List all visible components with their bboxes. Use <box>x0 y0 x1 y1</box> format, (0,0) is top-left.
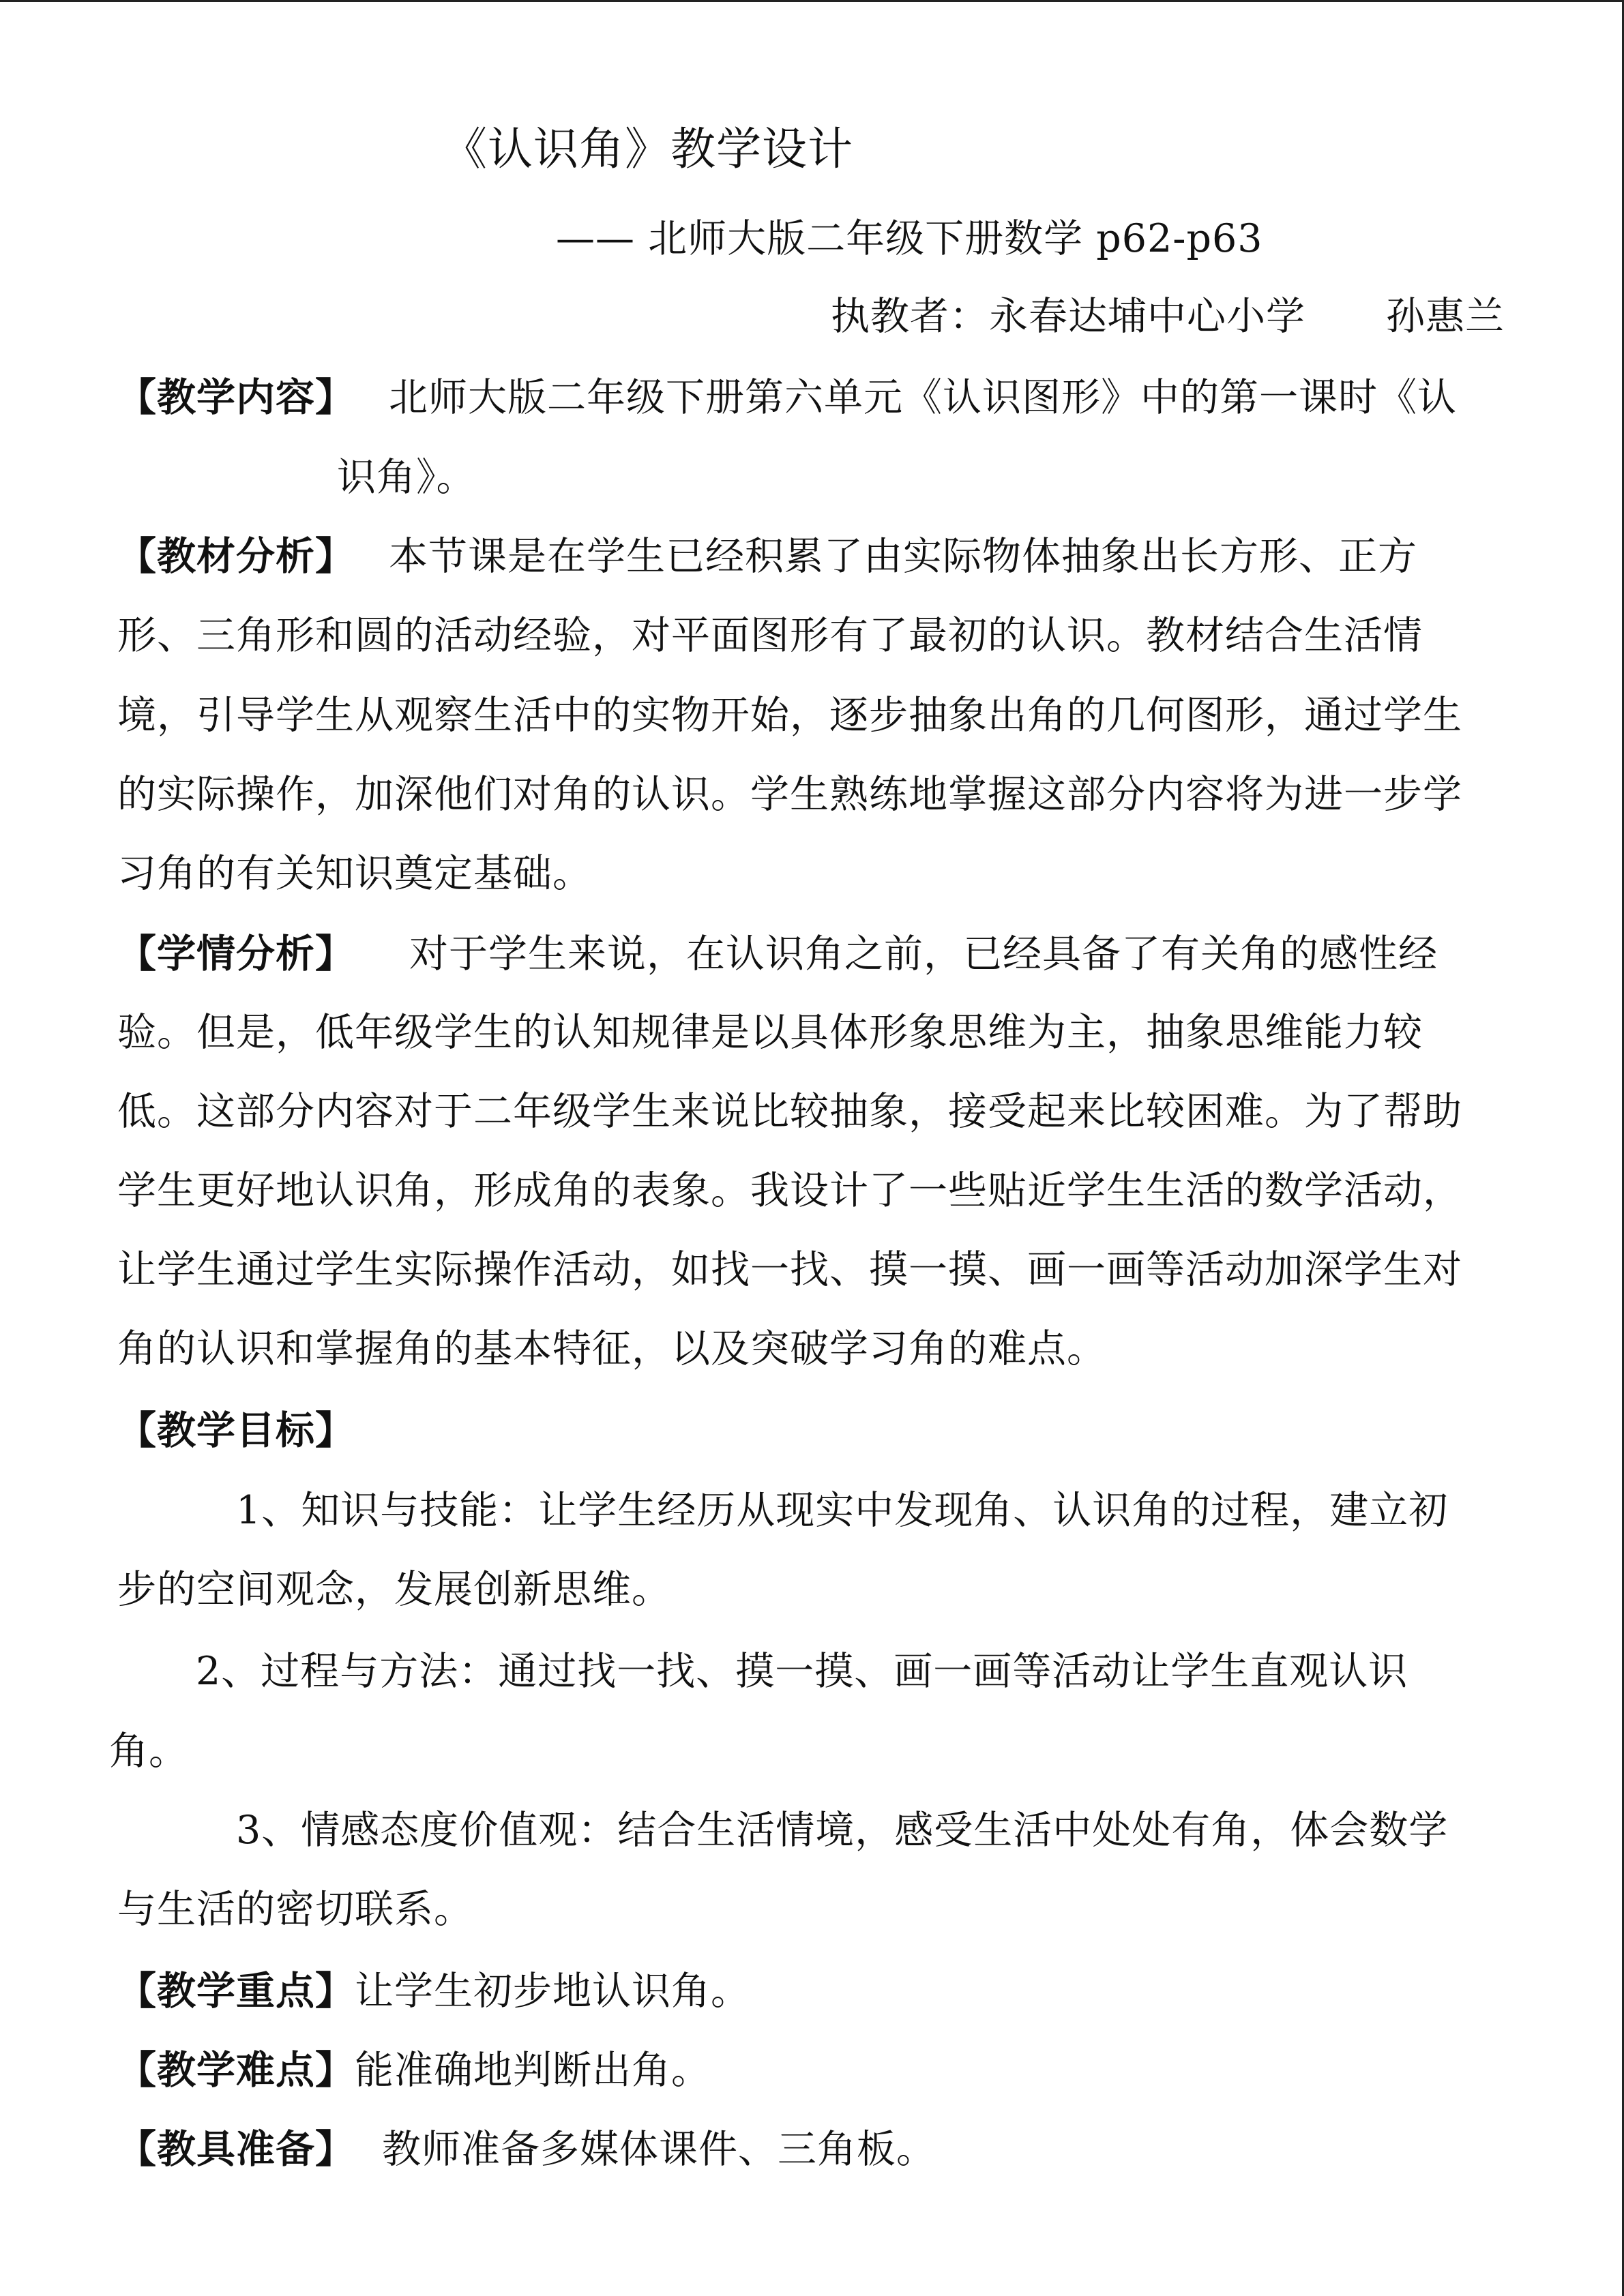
key-point-paragraph <box>117 1969 750 2014</box>
materials-text: 教师准备多媒体课件、三角板。 <box>382 2127 936 2172</box>
content-text-cont: 识角》。 <box>337 455 476 500</box>
text-line: 低。这部分内容对于二年级学生来说比较抽象，接受起来比较困难。为了帮助 <box>117 1089 1462 1134</box>
student-analysis-paragraph <box>117 931 1438 976</box>
difficulty-paragraph <box>117 2048 711 2093</box>
textbook-analysis-paragraph <box>117 534 1417 579</box>
section-label-student-analysis: 【学情分析】 <box>117 931 355 976</box>
content-paragraph <box>117 375 1457 420</box>
objective-3-cont: 与生活的密切联系。 <box>117 1887 473 1932</box>
objective-2-cont: 角。 <box>109 1729 188 1774</box>
section-label-difficulty: 【教学难点】 <box>117 2048 355 2093</box>
subtitle: —— 北师大版二年级下册数学 p62-p63 <box>556 216 1263 261</box>
objective-1-cont: 步的空间观念，发展创新思维。 <box>117 1567 671 1612</box>
objective-1: 1、知识与技能：让学生经历从现实中发现角、认识角的过程，建立初 <box>236 1488 1449 1533</box>
section-label-textbook-analysis: 【教材分析】 <box>117 534 355 579</box>
section-label-key-point: 【教学重点】 <box>117 1969 355 2014</box>
text-line: 角的认识和掌握角的基本特征，以及突破学习角的难点。 <box>117 1326 1106 1371</box>
content-text: 北师大版二年级下册第六单元《认识图形》中的第一课时《认 <box>389 375 1457 420</box>
text-line: 验。但是，低年级学生的认知规律是以具体形象思维为主，抽象思维能力较 <box>117 1010 1423 1055</box>
objective-2: 2、过程与方法：通过找一找、摸一摸、画一画等活动让学生直观认识 <box>196 1649 1408 1694</box>
page-top-border <box>0 0 1624 2</box>
page-title: 《认识角》教学设计 <box>442 123 853 175</box>
section-label-objectives: 【教学目标】 <box>117 1408 355 1453</box>
key-point-text: 让学生初步地认识角。 <box>355 1969 750 2014</box>
text-line: 形、三角形和圆的活动经验，对平面图形有了最初的认识。教材结合生活情 <box>117 613 1423 658</box>
section-label-content: 【教学内容】 <box>117 375 355 420</box>
textbook-analysis-text: 本节课是在学生已经积累了由实际物体抽象出长方形、正方 <box>389 534 1417 579</box>
objective-3: 3、情感态度价值观：结合生活情境，感受生活中处处有角，体会数学 <box>236 1808 1449 1853</box>
teacher-name: 孙惠兰 <box>1386 294 1505 339</box>
text-line: 境，引导学生从观察生活中的实物开始，逐步抽象出角的几何图形，通过学生 <box>117 693 1462 738</box>
text-line: 的实际操作，加深他们对角的认识。学生熟练地掌握这部分内容将为进一步学 <box>117 772 1462 817</box>
materials-paragraph <box>117 2127 936 2172</box>
student-analysis-text: 对于学生来说，在认识角之前，已经具备了有关角的感性经 <box>409 931 1438 976</box>
text-line: 习角的有关知识奠定基础。 <box>117 851 592 896</box>
text-line: 让学生通过学生实际操作活动，如找一找、摸一摸、画一画等活动加深学生对 <box>117 1247 1462 1292</box>
teacher-label: 执教者：永春达埔中心小学 <box>831 294 1305 339</box>
difficulty-text: 能准确地判断出角。 <box>355 2048 711 2093</box>
text-line: 学生更好地认识角，形成角的表象。我设计了一些贴近学生生活的数学活动， <box>117 1168 1462 1213</box>
section-label-materials: 【教具准备】 <box>117 2127 355 2172</box>
